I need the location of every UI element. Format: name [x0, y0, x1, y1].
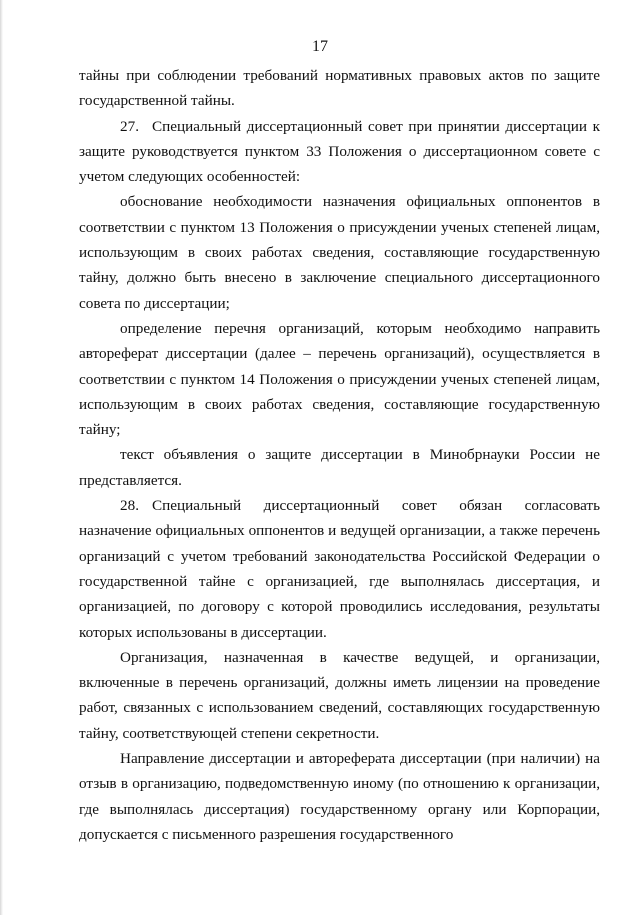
scan-edge — [0, 0, 3, 915]
paragraph-clause-27 — [79, 114, 600, 190]
paragraph-organizations-list — [79, 316, 600, 442]
clause-number: 28. — [120, 497, 139, 515]
paragraph-dispatch-permission — [79, 746, 600, 847]
paragraph-text: тайны при соблюдении требований нормативных правовых актов по защите государственной тайны. — [79, 67, 600, 110]
paragraph-text: Организация, назначенная в качестве ведущей, и организации, включенные в перечень организаций, должны иметь лицензии на проведение работ, связанных с использованием сведений, составляющих государственную тайну, соответствующей степени секретности. — [79, 648, 600, 742]
clause-number: 27. — [120, 117, 139, 135]
paragraph-opponents-justification — [79, 189, 600, 315]
paragraph-text: обоснование необходимости назначения официальных оппонентов в соответствии с пунктом 13 Положения о присуждении ученых степеней лицам, использующим в своих работах сведения, составляющие государственную тайну, должно быть внесено в заключение специального диссертационного совета по диссертации; — [79, 193, 600, 312]
paragraph-continuation — [79, 63, 600, 114]
paragraph-announcement — [79, 442, 600, 493]
document-body — [79, 63, 600, 847]
paragraph-text: текст объявления о защите диссертации в Минобрнауки России не представляется. — [79, 446, 600, 489]
paragraph-licenses — [79, 645, 600, 746]
paragraph-text: Направление диссертации и автореферата диссертации (при наличии) на отзыв в организацию, подведомственную иному (по отношению к организации, где выполнялась диссертация) государственному органу или Корпорации, допускается с письменного разрешения государственного — [79, 750, 600, 843]
paragraph-text: Специальный диссертационный совет обязан согласовать назначение официальных оппонентов и ведущей организации, а также перечень организаций с учетом требований законодательства Российской Федерации о государственной тайне с организацией, где выполнялась диссертация, и организацией, по договору с которой проводились исследования, результаты которых использованы в диссертации. — [79, 497, 600, 641]
page-number: 17 — [312, 38, 328, 55]
paragraph-text: Специальный диссертационный совет при принятии диссертации к защите руководствуется пунктом 33 Положения о диссертационном совете с учетом следующих особенностей: — [79, 117, 600, 186]
paragraph-clause-28 — [79, 493, 600, 645]
paragraph-text: определение перечня организаций, которым необходимо направить автореферат диссертации (далее – перечень организаций), осуществляется в соответствии с пунктом 14 Положения о присуждении ученых степеней лицам, использующим в своих работах сведения, составляющие государственную тайну; — [79, 319, 600, 439]
